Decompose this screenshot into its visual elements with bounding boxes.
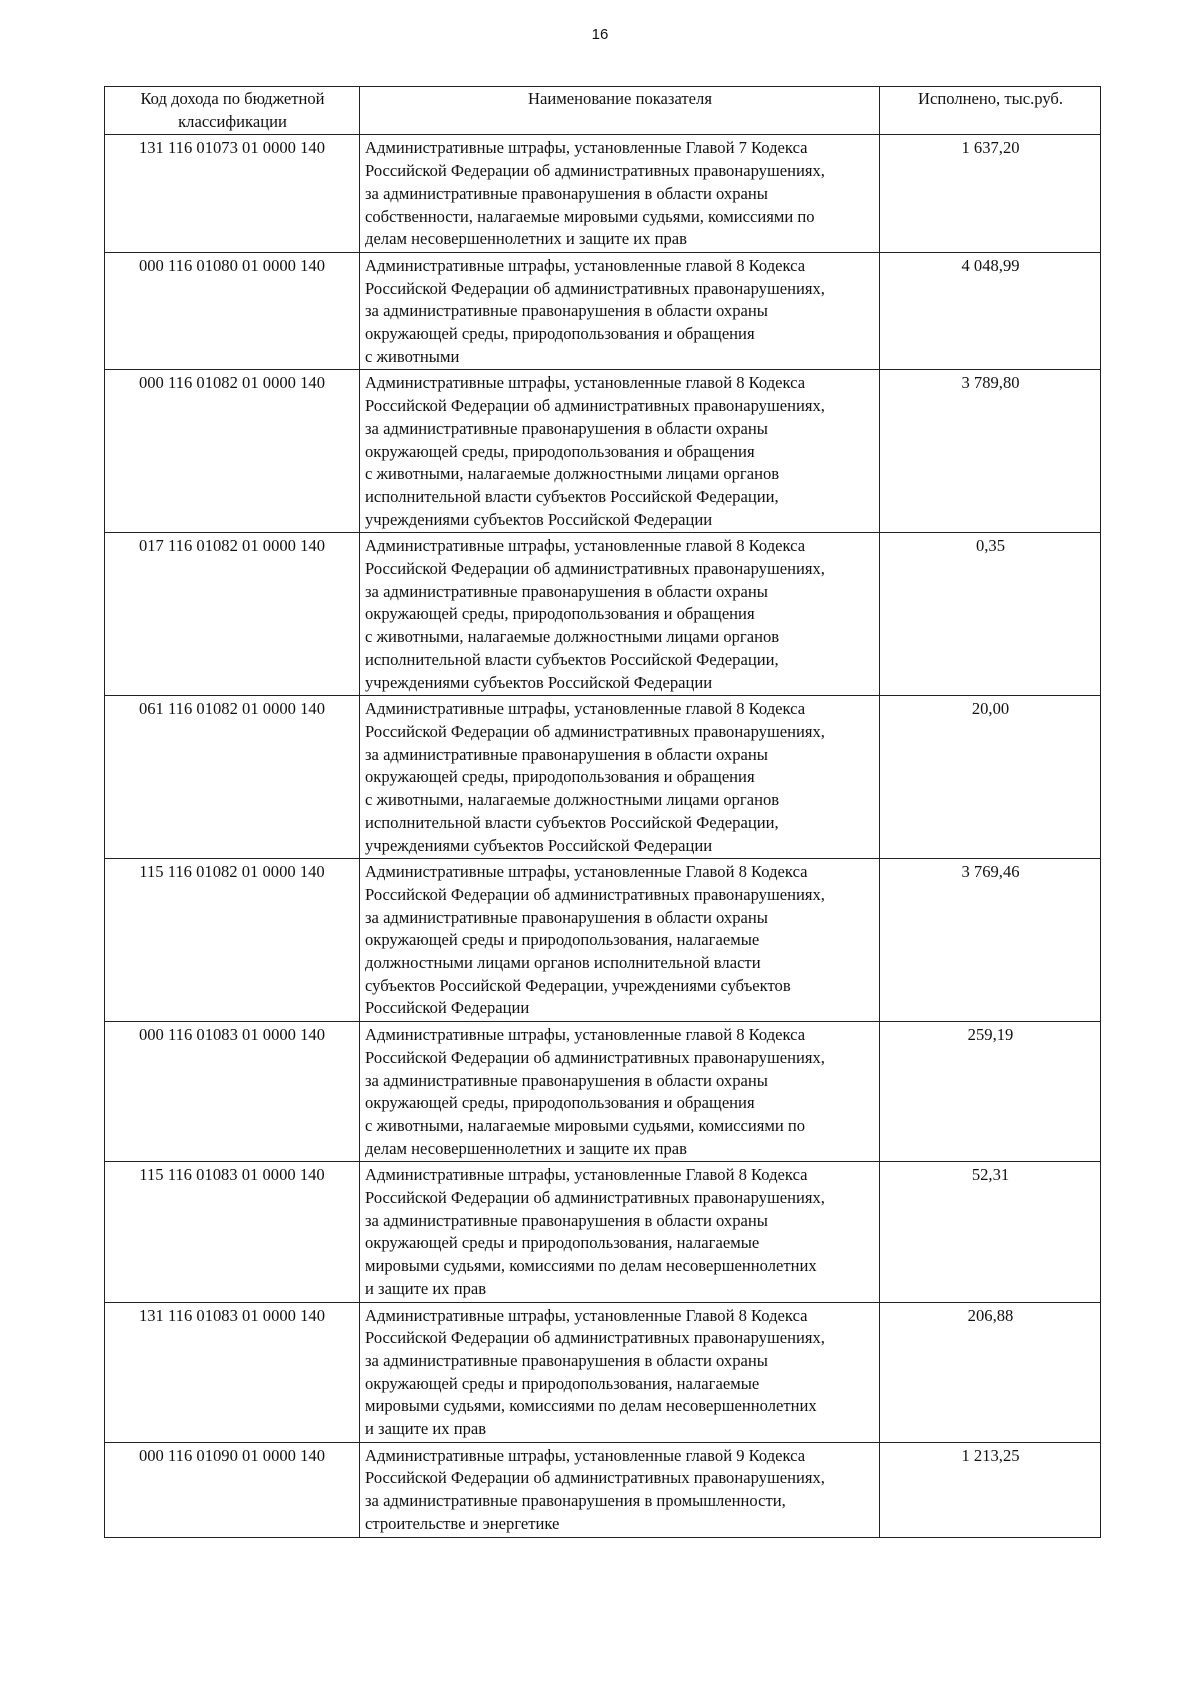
indicator-name-line: с животными, налагаемые должностными лицами органов — [365, 627, 780, 647]
indicator-name-line: субъектов Российской Федерации, учреждениями субъектов — [365, 975, 791, 995]
indicator-name-line: Российской Федерации об административных правонарушениях, — [365, 559, 825, 579]
indicator-name-line: окружающей среды и природопользования, налагаемые — [365, 1373, 760, 1393]
indicator-name-line: с животными, налагаемые должностными лицами органов — [365, 790, 780, 810]
indicator-name-line: Административные штрафы, установленные главой 8 Кодекса — [365, 536, 806, 556]
indicator-name-line: строительстве и энергетике — [365, 1513, 560, 1533]
executed-amount-cell: 4 048,99 — [880, 252, 1101, 370]
indicator-name-line: за административные правонарушения в области охраны — [365, 1210, 768, 1230]
executed-amount-cell: 0,35 — [880, 533, 1101, 696]
table-row — [105, 370, 1101, 533]
indicator-name-line: исполнительной власти субъектов Российской Федерации, — [365, 812, 779, 832]
table-row — [105, 135, 1101, 253]
indicator-name-cell — [360, 135, 880, 253]
indicator-name-cell — [360, 1302, 880, 1442]
indicator-name-line: окружающей среды, природопользования и обращения — [365, 441, 755, 461]
indicator-name-line: должностными лицами органов исполнительной власти — [365, 953, 761, 973]
indicator-name-line: Российской Федерации об административных правонарушениях, — [365, 278, 825, 298]
indicator-name-cell — [360, 1162, 880, 1302]
indicator-name-line: Российской Федерации об административных правонарушениях, — [365, 161, 825, 181]
indicator-name-cell — [360, 1022, 880, 1162]
revenue-code-cell: 131 116 01083 01 0000 140 — [105, 1302, 360, 1442]
indicator-name-line: Административные штрафы, установленные Главой 8 Кодекса — [365, 862, 808, 882]
indicator-name-line: Административные штрафы, установленные Главой 8 Кодекса — [365, 1165, 808, 1185]
revenue-code-cell: 115 116 01083 01 0000 140 — [105, 1162, 360, 1302]
revenue-code-cell: 000 116 01090 01 0000 140 — [105, 1442, 360, 1537]
executed-amount-cell: 206,88 — [880, 1302, 1101, 1442]
indicator-name-line: за административные правонарушения в области охраны — [365, 1070, 768, 1090]
indicator-name-line: Административные штрафы, установленные Главой 8 Кодекса — [365, 1305, 808, 1325]
indicator-name-line: делам несовершеннолетних и защите их прав — [365, 229, 687, 249]
indicator-name-line: за административные правонарушения в области охраны — [365, 301, 768, 321]
indicator-name-cell — [360, 533, 880, 696]
indicator-name-cell — [360, 1442, 880, 1537]
table-row — [105, 1022, 1101, 1162]
page-number: 16 — [591, 26, 609, 43]
executed-amount-cell: 20,00 — [880, 696, 1101, 859]
table-row — [105, 1442, 1101, 1537]
indicator-name-line: Российской Федерации об административных правонарушениях, — [365, 884, 825, 904]
header-name-line: Наименование показателя — [528, 89, 712, 108]
revenue-code-cell: 000 116 01080 01 0000 140 — [105, 252, 360, 370]
indicator-name-line: мировыми судьями, комиссиями по делам несовершеннолетних — [365, 1396, 817, 1416]
indicator-name-line: за административные правонарушения в промышленности, — [365, 1491, 786, 1511]
indicator-name-line: окружающей среды, природопользования и обращения — [365, 1093, 755, 1113]
indicator-name-line: за административные правонарушения в области охраны — [365, 744, 768, 764]
indicator-name-line: собственности, налагаемые мировыми судьями, комиссиями по — [365, 206, 815, 226]
indicator-name-line: с животными, налагаемые мировыми судьями, комиссиями по — [365, 1115, 806, 1135]
indicator-name-line: Административные штрафы, установленные главой 8 Кодекса — [365, 1025, 806, 1045]
revenue-code-cell: 000 116 01082 01 0000 140 — [105, 370, 360, 533]
indicator-name-line: окружающей среды, природопользования и обращения — [365, 767, 755, 787]
indicator-name-line: за административные правонарушения в области охраны — [365, 581, 768, 601]
header-code-line: классификации — [178, 111, 287, 131]
indicator-name-line: окружающей среды, природопользования и обращения — [365, 324, 755, 344]
indicator-name-cell — [360, 252, 880, 370]
revenue-code-cell: 115 116 01082 01 0000 140 — [105, 859, 360, 1022]
indicator-name-line: Российской Федерации об административных правонарушениях, — [365, 721, 825, 741]
indicator-name-line: учреждениями субъектов Российской Федерации — [365, 509, 713, 529]
executed-amount-cell: 3 789,80 — [880, 370, 1101, 533]
header-value — [880, 87, 1101, 135]
table-row — [105, 696, 1101, 859]
revenue-table — [104, 86, 1101, 1538]
indicator-name-line: Российской Федерации об административных правонарушениях, — [365, 396, 825, 416]
indicator-name-line: и защите их прав — [365, 1419, 487, 1439]
revenue-code-cell: 131 116 01073 01 0000 140 — [105, 135, 360, 253]
indicator-name-line: за административные правонарушения в области охраны — [365, 418, 768, 438]
indicator-name-line: за административные правонарушения в области охраны — [365, 183, 768, 203]
indicator-name-line: учреждениями субъектов Российской Федерации — [365, 672, 713, 692]
indicator-name-line: Административные штрафы, установленные главой 9 Кодекса — [365, 1445, 806, 1465]
indicator-name-cell — [360, 370, 880, 533]
indicator-name-line: окружающей среды и природопользования, налагаемые — [365, 1233, 760, 1253]
table-row — [105, 533, 1101, 696]
table-row — [105, 1162, 1101, 1302]
table-row — [105, 859, 1101, 1022]
indicator-name-line: Российской Федерации об административных правонарушениях, — [365, 1328, 825, 1348]
executed-amount-cell: 259,19 — [880, 1022, 1101, 1162]
indicator-name-line: и защите их прав — [365, 1278, 487, 1298]
indicator-name-line: за административные правонарушения в области охраны — [365, 1350, 768, 1370]
table-row — [105, 252, 1101, 370]
indicator-name-line: Административные штрафы, установленные главой 8 Кодекса — [365, 373, 806, 393]
table-header-row — [105, 87, 1101, 135]
indicator-name-line: с животными, налагаемые должностными лицами органов — [365, 464, 780, 484]
table-row — [105, 1302, 1101, 1442]
executed-amount-cell: 1 637,20 — [880, 135, 1101, 253]
revenue-code-cell: 000 116 01083 01 0000 140 — [105, 1022, 360, 1162]
indicator-name-line: окружающей среды, природопользования и обращения — [365, 604, 755, 624]
indicator-name-line: Российской Федерации — [365, 998, 530, 1018]
indicator-name-line: делам несовершеннолетних и защите их прав — [365, 1138, 687, 1158]
indicator-name-line: исполнительной власти субъектов Российской Федерации, — [365, 486, 779, 506]
indicator-name-cell — [360, 696, 880, 859]
executed-amount-cell: 3 769,46 — [880, 859, 1101, 1022]
indicator-name-line: Российской Федерации об административных правонарушениях, — [365, 1047, 825, 1067]
indicator-name-line: исполнительной власти субъектов Российской Федерации, — [365, 649, 779, 669]
indicator-name-line: Административные штрафы, установленные главой 8 Кодекса — [365, 699, 806, 719]
indicator-name-line: окружающей среды и природопользования, налагаемые — [365, 930, 760, 950]
header-code — [105, 87, 360, 135]
indicator-name-line: учреждениями субъектов Российской Федерации — [365, 835, 713, 855]
header-code-line: Код дохода по бюджетной — [140, 89, 325, 108]
executed-amount-cell: 52,31 — [880, 1162, 1101, 1302]
indicator-name-line: за административные правонарушения в области охраны — [365, 907, 768, 927]
revenue-code-cell: 061 116 01082 01 0000 140 — [105, 696, 360, 859]
indicator-name-line: Российской Федерации об административных правонарушениях, — [365, 1188, 825, 1208]
header-value-line: Исполнено, тыс.руб. — [918, 89, 1063, 108]
header-name — [360, 87, 880, 135]
table-body — [105, 135, 1101, 1537]
indicator-name-line: Административные штрафы, установленные главой 8 Кодекса — [365, 255, 806, 275]
indicator-name-line: Административные штрафы, установленные Главой 7 Кодекса — [365, 138, 808, 158]
executed-amount-cell: 1 213,25 — [880, 1442, 1101, 1537]
indicator-name-line: с животными — [365, 346, 460, 366]
revenue-code-cell: 017 116 01082 01 0000 140 — [105, 533, 360, 696]
indicator-name-line: Российской Федерации об административных правонарушениях, — [365, 1468, 825, 1488]
indicator-name-cell — [360, 859, 880, 1022]
indicator-name-line: мировыми судьями, комиссиями по делам несовершеннолетних — [365, 1256, 817, 1276]
